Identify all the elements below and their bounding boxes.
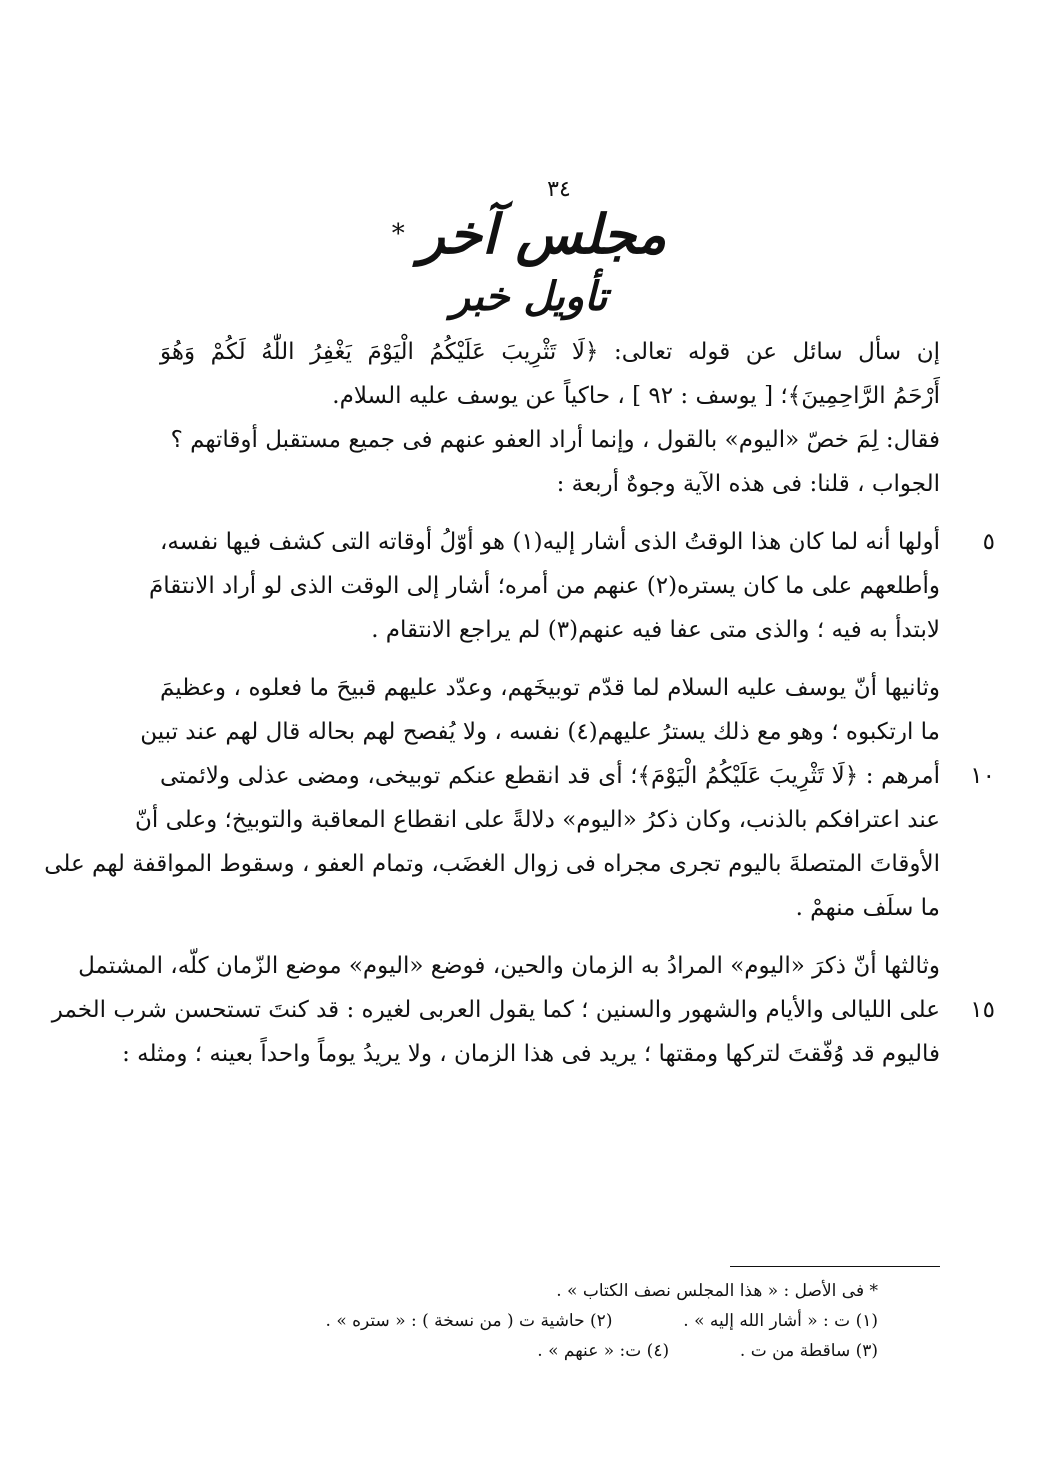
text-line xyxy=(160,754,995,798)
paragraph-gap xyxy=(160,652,940,666)
text-line: إن سأل سائل عن قوله تعالى: ﴿لَا تَثْرِيبَ عَلَيْكُمُ الْيَوْمَ يَغْفِرُ اللّٰهُ لَكُمْ وَهُوَ xyxy=(160,339,940,365)
chapter-title-row xyxy=(0,204,1058,264)
text-line-content: على الليالى والأيام والشهور والسنين ؛ كما يقول العربى لغيره : قد كنتَ تستحسن شرب الخمر xyxy=(51,997,940,1023)
text-line-content: أمرهم : ﴿لَا تَثْرِيبَ عَلَيْكُمُ الْيَوْمَ﴾؛ أى قد انقطع عنكم توبيخى، ومضى عذلى ولائمتى xyxy=(160,763,940,789)
footnote-1: (١) ت : « أشار الله إليه » . xyxy=(683,1311,878,1331)
chapter-subtitle: تأويل خبر xyxy=(450,273,608,320)
chapter-number: ٣٤ xyxy=(547,177,571,202)
footnote-row xyxy=(178,1336,878,1366)
footnote-2: (٢) حاشية ت ( من نسخة ) : « ستره » . xyxy=(325,1311,613,1331)
footnote-3: (٣) ساقطة من ت . xyxy=(739,1341,878,1361)
text-line: أَرْحَمُ الرَّاحِمِينَ﴾؛ [ يوسف : ٩٢ ] ، حاكياً عن يوسف عليه السلام. xyxy=(332,383,940,409)
text-line xyxy=(51,988,995,1032)
text-line: فاليوم قد وُفّقتَ لتركها ومقتها ؛ يريد فى هذا الزمان ، ولا يريدُ يوماً واحداً بعينه ؛ ومثله : xyxy=(122,1041,940,1067)
text-line xyxy=(160,520,995,564)
text-line: وثانيها أنّ يوسف عليه السلام لما قدّم توبيخَهم، وعدّد عليهم قبيحَ ما فعلوه ، وعظيمَ xyxy=(160,675,940,701)
footnotes xyxy=(178,1276,878,1366)
text-line: ما سلَف منهمْ . xyxy=(795,895,940,921)
line-number: ٥ xyxy=(982,529,995,555)
text-line: وثالثها أنّ ذكرَ «اليوم» المرادُ به الزمان والحين، فوضع «اليوم» موضع الزّمان كلّه، المشتمل xyxy=(78,953,940,979)
paragraph-gap xyxy=(160,506,940,520)
text-line: ما ارتكبوه ؛ وهو مع ذلك يسترُ عليهم(٤) نفسه ، ولا يُفصح لهم بحاله قال لهم عند تبين xyxy=(140,719,940,745)
paragraph-gap xyxy=(160,930,940,944)
footnote-star-marker: * xyxy=(391,219,405,249)
line-number: ١٥ xyxy=(970,997,995,1023)
text-line: فقال: لِمَ خصّ «اليوم» بالقول ، وإنما أراد العفو عنهم فى جميع مستقبل أوقاتهم ؟ xyxy=(170,427,940,453)
text-line: لابتدأ به فيه ؛ والذى متى عفا فيه عنهم(٣) لم يراجع الانتقام . xyxy=(371,617,940,643)
text-line-content: أولها أنه لما كان هذا الوقتُ الذى أشار إليه(١) هو أوّلُ أوقاته التى كشف فيها نفسه، xyxy=(160,529,940,555)
footnote-divider xyxy=(730,1266,940,1267)
text-line: وأطلعهم على ما كان يستره(٢) عنهم من أمره؛ أشار إلى الوقت الذى لو أراد الانتقامَ xyxy=(149,573,940,599)
line-number: ١٠ xyxy=(970,763,995,789)
main-text xyxy=(44,330,995,1076)
text-line: عند اعترافكم بالذنب، وكان ذكرُ «اليوم» دلالةً على انقطاع المعاقبة والتوبيخ؛ وعلى أنّ xyxy=(135,807,940,833)
footnote-star: * فى الأصل : « هذا المجلس نصف الكتاب » . xyxy=(556,1281,878,1301)
footnote-4: (٤) ت: « عنهم » . xyxy=(537,1341,670,1361)
text-line: الجواب ، قلنا: فى هذه الآية وجوهٌ أربعة : xyxy=(556,471,940,497)
chapter-header xyxy=(0,178,1058,322)
chapter-title: مجلس آخر xyxy=(418,202,667,266)
text-line: الأوقاتَ المتصلةَ باليوم تجرى مجراه فى زوال الغضَب، وتمام العفو ، وسقوط المواقفة لهم على xyxy=(44,851,940,877)
footnote-row xyxy=(178,1306,878,1336)
